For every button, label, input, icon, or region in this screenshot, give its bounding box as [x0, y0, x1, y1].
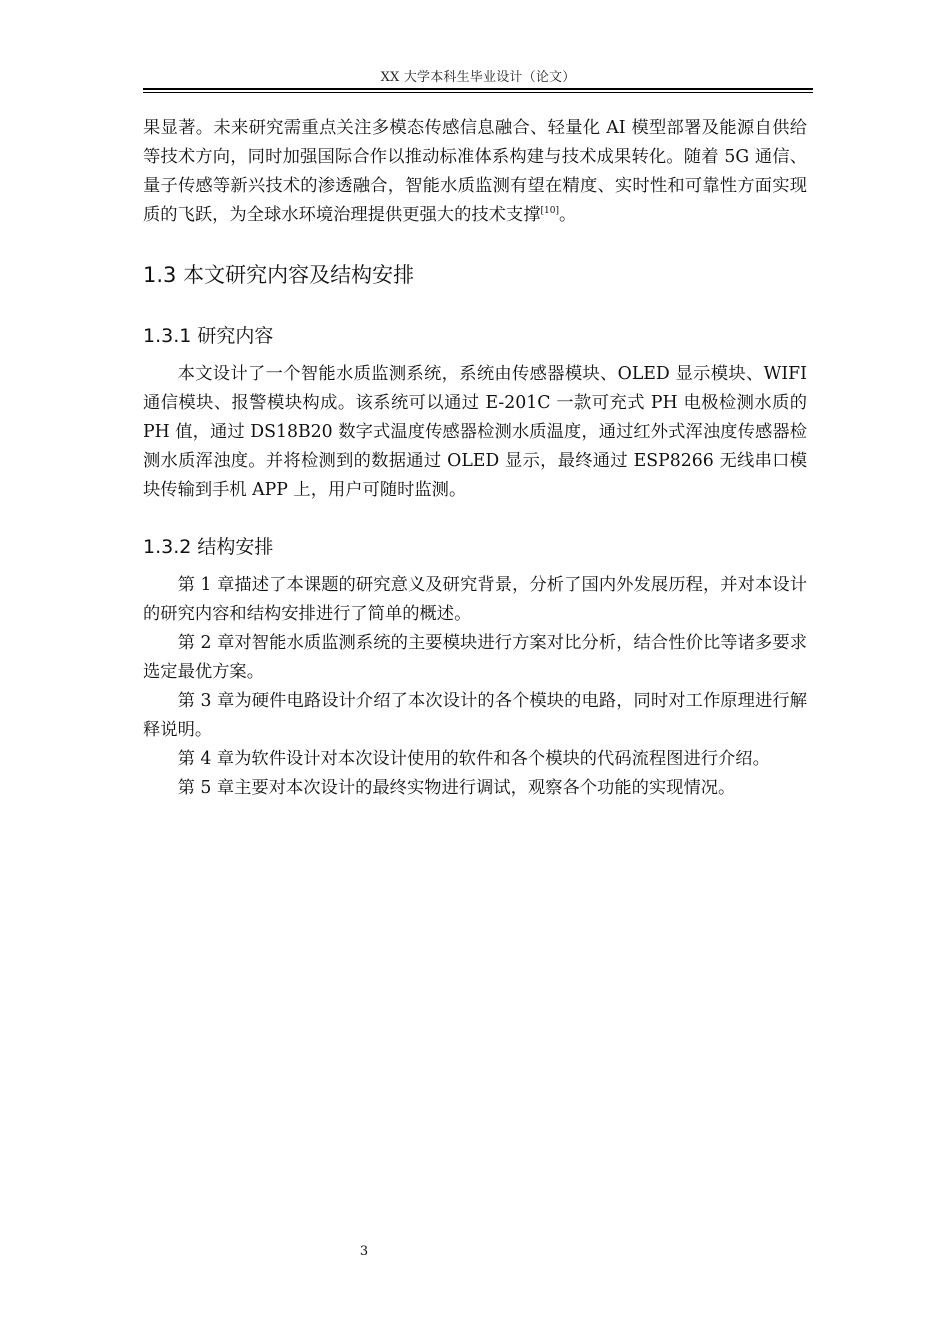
chapter-paragraph: 第 4 章为软件设计对本次设计使用的软件和各个模块的代码流程图进行介绍。 [177, 749, 770, 769]
running-header: XX 大学本科生毕业设计（论文） [380, 70, 576, 85]
section-heading-1-3-2: 1.3.2 结构安排 [143, 536, 274, 558]
structure-list [143, 571, 807, 803]
intro-text: 果显著。未来研究需重点关注多模态传感信息融合、轻量化 AI 模型部署及能源自供给等技术方向，同时加强国际合作以推动标准体系构建与技术成果转化。随着 5G 通信、量子传感等新兴技术的渗透融合，智能水质监测有望在精度、实时性和可靠性方面实现质的飞跃，为全球水环境治理提供更强大的技术支撑 [143, 118, 807, 225]
header-rule-thick [143, 88, 813, 90]
research-content-paragraph: 本文设计了一个智能水质监测系统，系统由传感器模块、OLED 显示模块、WIFI 通信模块、报警模块构成。该系统可以通过 E-201C 一款可充式 PH 电极检测水质的 PH 值，通过 DS18B20 数字式温度传感器检测水质温度，通过红外式浑浊度传感器检测水质浑浊度。并将检测到的数据通过 OLED 显示，最终通过 ESP8266 无线串口模块传输到手机 APP 上，用户可随时监测。 [143, 364, 807, 500]
intro-paragraph [143, 114, 807, 230]
page-body [143, 114, 807, 803]
chapter-paragraph: 第 1 章描述了本课题的研究意义及研究背景，分析了国内外发展历程，并对本设计的研究内容和结构安排进行了简单的概述。 [143, 575, 807, 624]
section-heading-1-3-1: 1.3.1 研究内容 [143, 325, 274, 347]
chapter-paragraph: 第 2 章对智能水质监测系统的主要模块进行方案对比分析，结合性价比等诸多要求选定最优方案。 [143, 633, 807, 682]
page-number: 3 [359, 1244, 369, 1259]
chapter-paragraph: 第 5 章主要对本次设计的最终实物进行调试，观察各个功能的实现情况。 [177, 778, 736, 798]
header-rule-thin [143, 92, 813, 93]
citation-ref: [10] [540, 206, 559, 217]
chapter-paragraph: 第 3 章为硬件电路设计介绍了本次设计的各个模块的电路，同时对工作原理进行解释说明。 [143, 691, 807, 740]
intro-end: 。 [558, 205, 577, 225]
section-heading-1-3: 1.3 本文研究内容及结构安排 [143, 263, 415, 287]
